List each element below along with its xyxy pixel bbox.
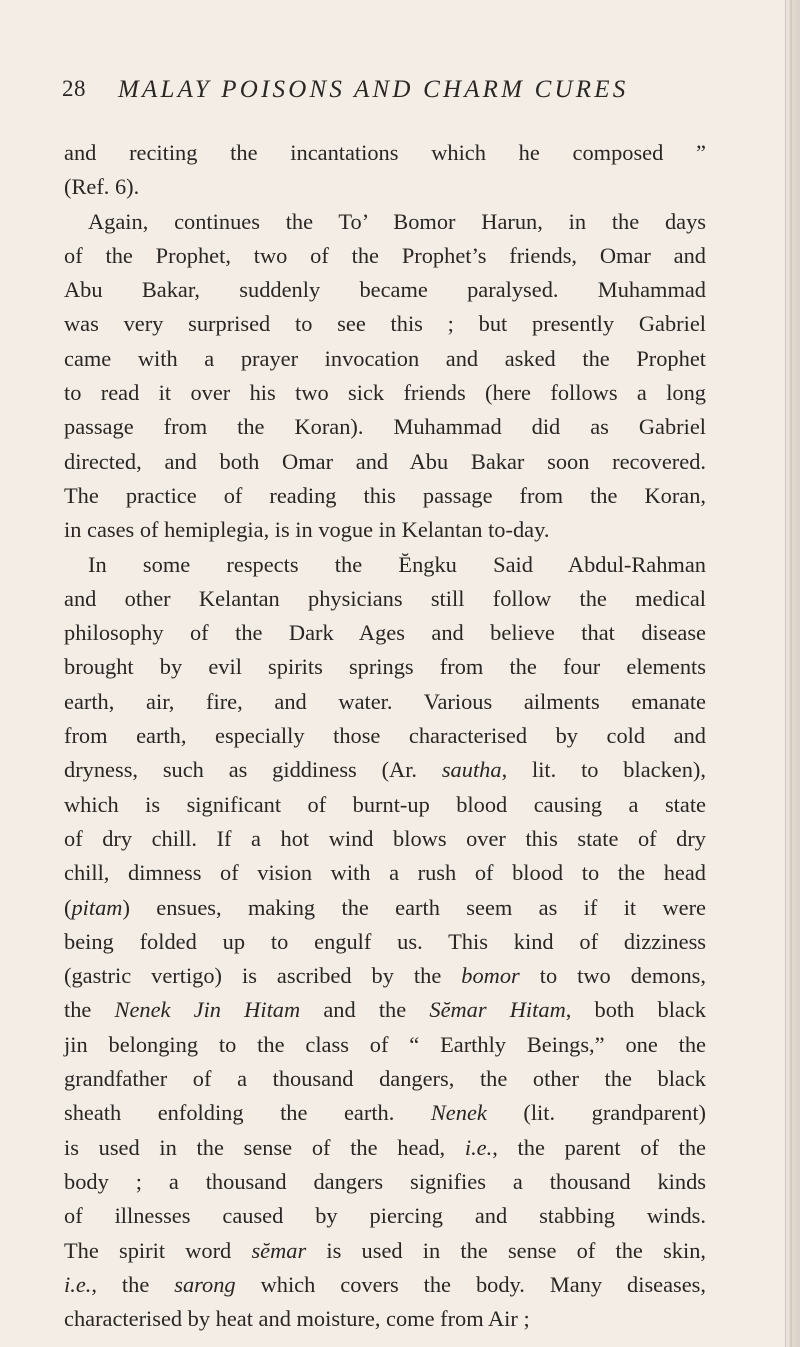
text-line xyxy=(64,753,706,787)
text-run: philosophy of the Dark Ages and believe that disease xyxy=(64,620,706,646)
text-line xyxy=(64,136,706,170)
text-run: sheath enfolding the earth. xyxy=(64,1100,431,1126)
text-line xyxy=(64,1062,706,1096)
italic-term: i.e. xyxy=(64,1271,92,1297)
text-run: dryness, such as giddiness (Ar. xyxy=(64,757,442,783)
text-run: was very surprised to see this ; but presently Gabriel xyxy=(64,311,706,337)
text-run: is used in the sense of the skin, xyxy=(306,1237,706,1263)
text-line xyxy=(64,856,706,890)
text-line xyxy=(64,993,706,1027)
text-run: jin belonging to the class of “ Earthly Beings,” one the xyxy=(64,1031,706,1057)
running-header xyxy=(62,76,702,112)
text-run: from earth, especially those characterised by cold and xyxy=(64,723,706,749)
text-run: , lit. to blacken), xyxy=(501,757,706,783)
text-run: which is significant of burnt-up blood causing a state xyxy=(64,791,706,817)
text-run: The spirit word xyxy=(64,1237,252,1263)
text-line xyxy=(64,273,706,307)
text-run: (gastric vertigo) is ascribed by the xyxy=(64,963,462,989)
text-line xyxy=(64,616,706,650)
text-line xyxy=(64,959,706,993)
text-run: chill, dimness of vision with a rush of blood to the head xyxy=(64,860,706,886)
text-run: , the parent of the xyxy=(492,1134,706,1160)
text-run: passage from the Koran). Muhammad did as Gabriel xyxy=(64,414,706,440)
text-line xyxy=(64,822,706,856)
text-line xyxy=(64,548,706,582)
text-line xyxy=(64,582,706,616)
text-line xyxy=(64,925,706,959)
text-run: in cases of hemiplegia, is in vogue in Kelantan to-day. xyxy=(64,517,550,543)
text-run: to two demons, xyxy=(519,963,706,989)
text-line xyxy=(64,685,706,719)
italic-term: Nenek xyxy=(430,1100,487,1126)
text-line xyxy=(64,479,706,513)
italic-term: i.e. xyxy=(464,1134,493,1160)
text-run: body ; a thousand dangers signifies a thousand kinds xyxy=(64,1168,706,1194)
text-run: being folded up to engulf us. This kind of dizziness xyxy=(64,928,706,954)
italic-term: sĕmar xyxy=(251,1237,307,1263)
text-line xyxy=(64,891,706,925)
text-line xyxy=(64,788,706,822)
text-line xyxy=(64,1165,706,1199)
text-run: of illnesses caused by piercing and stabbing winds. xyxy=(64,1203,706,1229)
text-run: brought by evil spirits springs from the four elements xyxy=(64,654,706,680)
text-run: Again, continues the To’ Bomor Harun, in the days xyxy=(88,208,706,234)
text-line xyxy=(64,719,706,753)
text-run: and other Kelantan physicians still follow the medical xyxy=(64,585,706,611)
page-number: 28 xyxy=(62,76,86,101)
text-run: to read it over his two sick friends (here follows a long xyxy=(64,380,706,406)
italic-term: sautha xyxy=(441,757,502,783)
text-run: Abu Bakar, suddenly became paralysed. Muhammad xyxy=(64,277,706,303)
text-run: of dry chill. If a hot wind blows over this state of dry xyxy=(64,825,706,851)
text-run: is used in the sense of the head, xyxy=(64,1134,465,1160)
text-run: grandfather of a thousand dangers, the other the black xyxy=(64,1066,706,1092)
text-run: The practice of reading this passage from the Koran, xyxy=(64,482,706,508)
text-run: directed, and both Omar and Abu Bakar soon recovered. xyxy=(64,448,706,474)
text-run: ) ensues, making the earth seem as if it were xyxy=(122,894,706,920)
text-line xyxy=(64,1096,706,1130)
italic-term: sarong xyxy=(174,1271,236,1297)
text-line xyxy=(64,342,706,376)
text-line xyxy=(64,410,706,444)
text-line xyxy=(64,513,706,547)
text-run: (Ref. 6). xyxy=(64,174,140,200)
text-line xyxy=(64,445,706,479)
text-line xyxy=(64,1131,706,1165)
text-run: In some respects the Ĕngku Said Abdul-Rahman xyxy=(88,551,706,577)
text-line xyxy=(64,307,706,341)
page-edge xyxy=(785,0,800,1347)
text-line xyxy=(64,1234,706,1268)
text-run: of the Prophet, two of the Prophet’s friends, Omar and xyxy=(64,242,706,268)
italic-term: pitam xyxy=(71,894,123,920)
text-line xyxy=(64,1302,706,1336)
text-line xyxy=(64,1028,706,1062)
text-run: , both black xyxy=(565,997,706,1023)
body-text xyxy=(64,136,706,1336)
italic-term: Sĕmar Hitam xyxy=(429,997,566,1023)
text-run: the xyxy=(64,997,115,1023)
text-line xyxy=(64,239,706,273)
text-run: earth, air, fire, and water. Various ailments emanate xyxy=(64,688,706,714)
text-run: characterised by heat and moisture, come from Air ; xyxy=(64,1306,530,1332)
text-run: (lit. grandparent) xyxy=(486,1100,707,1126)
text-run: came with a prayer invocation and asked the Prophet xyxy=(64,345,706,371)
text-line xyxy=(64,376,706,410)
text-line xyxy=(64,650,706,684)
italic-term: Nenek Jin Hitam xyxy=(114,997,301,1023)
text-run: , the xyxy=(91,1271,175,1297)
text-run: and the xyxy=(300,997,430,1023)
text-line xyxy=(64,205,706,239)
text-line xyxy=(64,1199,706,1233)
text-line xyxy=(64,1268,706,1302)
text-run: ( xyxy=(64,894,72,920)
text-run: and reciting the incantations which he composed ” xyxy=(64,140,706,165)
italic-term: bomor xyxy=(461,963,520,989)
running-title: MALAY POISONS AND CHARM CURES xyxy=(118,76,629,103)
text-line xyxy=(64,170,706,204)
text-run: which covers the body. Many diseases, xyxy=(235,1271,706,1297)
